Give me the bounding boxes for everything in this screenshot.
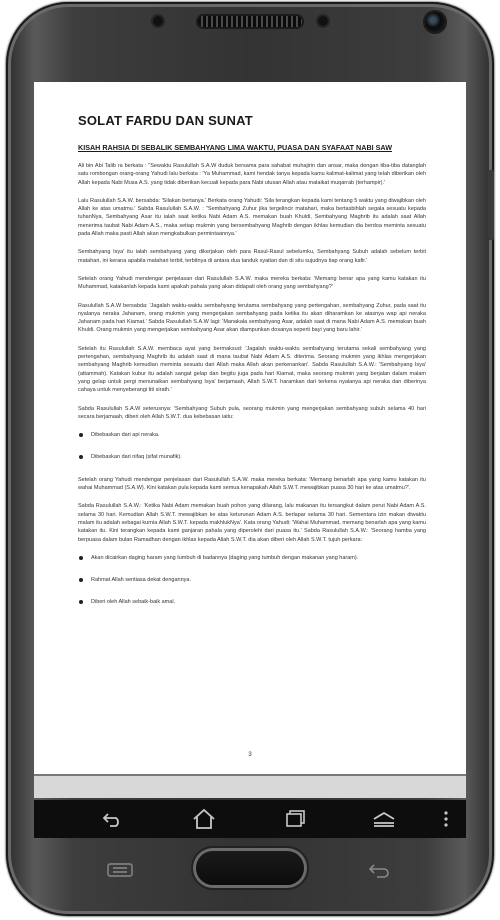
nav-recent-apps-button[interactable] [266, 800, 326, 838]
light-sensor [318, 16, 328, 26]
scroll-up-icon [371, 810, 397, 828]
nav-home-button[interactable] [174, 800, 234, 838]
list-item [78, 576, 426, 584]
hardware-back-key[interactable] [360, 858, 400, 882]
list-item-text: Dibebaskan dari nifaq (sifat munafik). [91, 454, 182, 461]
hardware-menu-key[interactable] [100, 858, 140, 882]
front-camera [425, 12, 445, 32]
screen [34, 82, 466, 798]
nav-overflow-menu-button[interactable] [426, 800, 466, 838]
bullet-icon [79, 600, 83, 604]
nav-scroll-up-button[interactable] [354, 800, 414, 838]
list-item-text: Diberi oleh Allah sebaik-baik amal. [91, 599, 176, 606]
list-item-text: Rahmat Allah sentiasa dekat dengannya. [91, 577, 191, 584]
article-body [78, 162, 426, 621]
section-subtitle: KISAH RAHSIA DI SEBALIK SEMBAHYANG LIMA WAKTU, PUASA DAN SYAFAAT NABI SAW [78, 143, 392, 152]
paragraph: Sembahyang Isya' itu ialah sembahyang yang dikerjakan oleh para Rasul-Rasul sebelumku, Sembahyang Subuh adalah sebelum terbit matahari, ini kerana apabila matahari terbit, terbitnya di antara dua tanduk syaitan dan di situ sujudnya tiap orang kafir.' [78, 249, 426, 264]
home-icon [192, 808, 216, 830]
bullet-icon [79, 433, 83, 437]
page-number: 3 [248, 752, 252, 758]
hardware-home-key[interactable] [196, 851, 304, 885]
list-item [78, 431, 426, 439]
list-item-text: Dibebaskan dari api neraka. [91, 432, 160, 439]
navigation-bar [34, 800, 466, 838]
list-item-text: Akan dicairkan daging haram yang tumbuh di badannya (daging yang tumbuh dengan makanan yang haram). [91, 554, 359, 561]
overflow-menu-icon [443, 810, 449, 828]
back-icon [102, 810, 124, 828]
bullet-icon [79, 556, 83, 560]
proximity-sensor [153, 16, 163, 26]
nav-back-button[interactable] [83, 800, 143, 838]
paragraph: Lalu Rasulullah S.A.W. bersabda: 'Silakan bertanya.' Berkata orang Yahudi: 'Sila terangkan kepada kami tentang 5 waktu yang diwajibkan oleh Allah ke atas umatmu.' Sabda Rasulullah S.A.W. : "Sembahyang Zuhur jika tergelincir matahari, maka bertasbihlah segala sesuatu kepada tuhanNya, Sembahyang Asar itu ialah saat ketika Nabi Adam A.S. memakan buah Khuldi, Sembahyang Maghrib itu adalah saat Allah menerima taubat Nabi Adam A.S., maka setiap mukmin yang bersembahyang Maghrib dengan ikhlas kemudian dia berdoa meminta sesuatu pada Allah maka pasti Allah akan mengkabulkan permintaannya.' [78, 197, 426, 238]
bullet-icon [79, 455, 83, 459]
paragraph: Setelah itu Rasulullah S.A.W. membaca ayat yang bermaksud: 'Jagalah waktu-waktu sembahyang terutama sekali sembahyang yang pertengahan, sembahyang Maghrib itu adalah saat di mana taubat Nabi Adam A.S. diterima. Seorang mukmin yang ikhlas mengerjakan sembahyang Maghrib kemudian meminta sesuatu dari Allah maka Allah akan perkenankan'. Sabda Rasulullah S.A.W.: 'Sembahyang Isya' (attammah). Katakan kubur itu adalah sangat gelap dan begitu juga pada hari Kiamat, maka seorang mukmin yang berjalan dalam malam yang gelap untuk pergi menunaikan sembahyang Isya' berjamaah, Allah S.W.T. haramkan dari terkena nyalanya api neraka dan diberinya cahaya untuk menyeberangi titi sirath.' [78, 345, 426, 394]
back-key-icon [367, 862, 393, 878]
volume-button[interactable] [488, 170, 494, 240]
menu-key-icon [107, 863, 133, 877]
paragraph: Setelah orang Yahudi mendengar penjelasan dari Rasulullah S.A.W. maka mereka berkata: 'Memang benar apa yang kamu katakan itu Muhammad, katakanlah kepada kami apakah pahala yang akan didapati oleh orang yang sembahyang?' [78, 275, 426, 291]
paragraph: Setelah orang Yahudi mendengar penjelasan dari Rasulullah S.A.W. maka mereka berkata: 'Memang benarlah apa yang kamu katakan itu wahai Muhammad (S.A.W). Kini katakan pula kepada kami semua kenapakah Allah S.W.T. mewajibkan puasa 30 hari ke atas umatmu?'. [78, 476, 426, 492]
list-item [78, 554, 426, 562]
paragraph: Sabda Rasulullah S.A.W seterusnya: 'Sembahyang Subuh pula, seorang mukmin yang mengerjakan sembahyang subuh selama 40 hari secara berjamaah, diberi oleh Allah S.W.T. dua kebebasan iaitu: [78, 405, 426, 420]
paragraph: Rasulullah S.A.W bersabda: 'Jagalah waktu-waktu sembahyang terutama sembahyang yang pertengahan, sembahyang Zuhur, pada saat itu nyalanya neraka Jahanam, orang mukmin yang mengerjakan sembahyang pada ketika itu akan diharamkan ke atasnya wap api neraka Jahanam pada hari Kiamat.' Sabda Rasulullah S.A.W lagi: 'Manakala sembahyang Asar, adalah saat di mana Nabi Adam A.S. memakan buah Khuldi. Orang mukmin yang mengerjakan sembahyang Asar akan diampunkan dosanya seperti bayi yang baru lahir.' [78, 302, 426, 334]
page-title: SOLAT FARDU DAN SUNAT [78, 113, 253, 128]
bullet-icon [79, 578, 83, 582]
recent-apps-icon [285, 809, 307, 829]
document-page[interactable] [34, 82, 466, 774]
paragraph: Ali bin Abi Talib ra berkata : "Sewaktu Rasulullah S.A.W duduk bersama para sahabat muhajirin dan ansar, maka dengan tiba-tiba datanglah satu rombongan orang-orang Yahudi lalu berkata : 'Ya Muhammad, kami hendak tanya kepada kamu kalimat-kalimat yang telah diberikan oleh Allah kepada Nabi Musa A.S. yang tidak diberikan kecuali kepada para Nabi utusan Allah atau malaikat muqarrab (terhampir).' [78, 163, 426, 186]
earpiece-speaker [198, 16, 302, 27]
list-item [78, 598, 426, 606]
list-item [78, 453, 426, 461]
paragraph: Sabda Rasulullah S.A.W.: 'Ketika Nabi Adam memakan buah pohon yang dilarang, lalu makanan itu tersangkut dalam perut Nabi Adam A.S. selama 30 hari. Kemudian Allah S.W.T. mewajibkan ke atas keturunan Adam A.S. berlapar selama 30 hari. Sementara izin makan diwaktu malam itu adalah sebagai kurnia Allah S.W.T. kepada makhlukNya'. Kata orang Yahudi: 'Wahai Muhammad, memang benarlah apa yang kamu katakan itu. Kini terangkan kepada kami ganjaran pahala yang diperolehi dari puasa itu.' Sabda Rasulullah S.A.W.: 'Seorang hamba yang berpuasa dalam bulan Ramadhan dengan ikhlas kepada Allah S.W.T. dia akan diberi oleh Allah S.W.T. tujuh perkara: [78, 503, 426, 543]
next-page-gap [34, 776, 466, 798]
